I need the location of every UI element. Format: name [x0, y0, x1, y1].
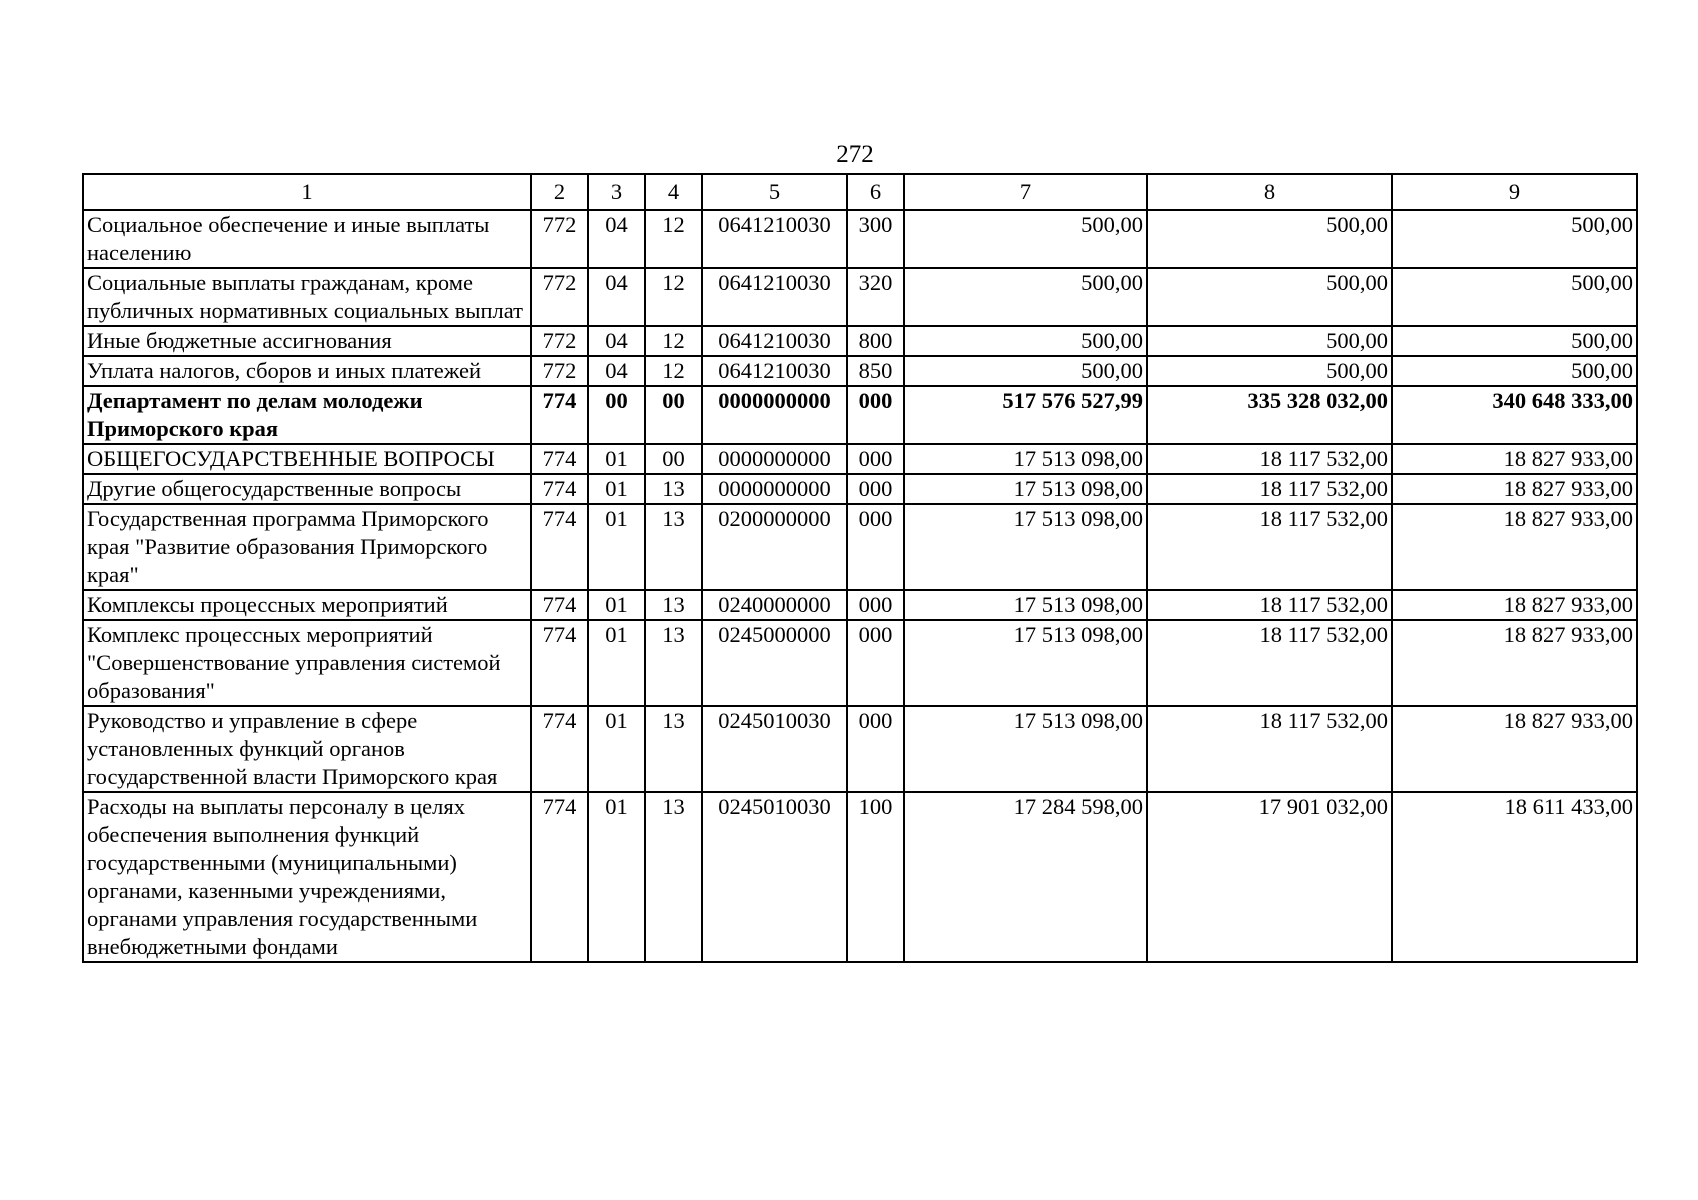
row-amount-cell: 18 827 933,00	[1392, 620, 1637, 706]
row-code-cell: 13	[645, 706, 702, 792]
row-code-cell: 01	[588, 706, 645, 792]
table-row	[83, 210, 1637, 268]
row-amount-cell: 500,00	[1147, 356, 1392, 386]
row-code-cell: 774	[531, 620, 588, 706]
row-code-cell: 13	[645, 620, 702, 706]
table-row	[83, 474, 1637, 504]
row-code-cell: 774	[531, 444, 588, 474]
row-code-cell: 000	[847, 386, 904, 444]
row-amount-cell: 17 284 598,00	[904, 792, 1147, 962]
row-amount-cell: 18 827 933,00	[1392, 444, 1637, 474]
row-amount-cell: 500,00	[904, 326, 1147, 356]
row-code-cell: 12	[645, 326, 702, 356]
row-amount-cell: 17 513 098,00	[904, 620, 1147, 706]
row-code-cell: 774	[531, 792, 588, 962]
row-amount-cell: 500,00	[904, 356, 1147, 386]
row-code-cell: 13	[645, 504, 702, 590]
budget-table	[82, 173, 1638, 963]
header-cell: 6	[847, 174, 904, 210]
table-row	[83, 444, 1637, 474]
page-number: 272	[836, 141, 874, 168]
row-name-cell: Департамент по делам молодежи Приморского края	[83, 386, 531, 444]
row-amount-cell: 18 611 433,00	[1392, 792, 1637, 962]
row-code-cell: 0240000000	[702, 590, 847, 620]
row-name-cell: Комплексы процессных мероприятий	[83, 590, 531, 620]
row-amount-cell: 17 901 032,00	[1147, 792, 1392, 962]
row-code-cell: 0200000000	[702, 504, 847, 590]
row-code-cell: 01	[588, 474, 645, 504]
table-row	[83, 326, 1637, 356]
row-code-cell: 13	[645, 590, 702, 620]
header-cell: 9	[1392, 174, 1637, 210]
row-amount-cell: 500,00	[904, 210, 1147, 268]
row-amount-cell: 18 827 933,00	[1392, 504, 1637, 590]
row-amount-cell: 500,00	[1392, 210, 1637, 268]
row-amount-cell: 500,00	[1392, 268, 1637, 326]
row-code-cell: 774	[531, 706, 588, 792]
row-code-cell: 04	[588, 268, 645, 326]
row-code-cell: 12	[645, 268, 702, 326]
row-amount-cell: 500,00	[1392, 326, 1637, 356]
row-amount-cell: 17 513 098,00	[904, 590, 1147, 620]
row-code-cell: 0641210030	[702, 210, 847, 268]
row-code-cell: 0641210030	[702, 326, 847, 356]
row-amount-cell: 18 117 532,00	[1147, 504, 1392, 590]
row-amount-cell: 500,00	[1147, 268, 1392, 326]
row-amount-cell: 17 513 098,00	[904, 474, 1147, 504]
row-code-cell: 772	[531, 326, 588, 356]
row-code-cell: 0000000000	[702, 444, 847, 474]
row-name-cell: Руководство и управление в сфере установленных функций органов государственной власти Приморского края	[83, 706, 531, 792]
row-code-cell: 04	[588, 210, 645, 268]
table-row	[83, 590, 1637, 620]
row-amount-cell: 18 827 933,00	[1392, 590, 1637, 620]
table-row	[83, 706, 1637, 792]
row-amount-cell: 17 513 098,00	[904, 444, 1147, 474]
row-code-cell: 13	[645, 792, 702, 962]
row-code-cell: 000	[847, 474, 904, 504]
row-code-cell: 800	[847, 326, 904, 356]
header-cell: 8	[1147, 174, 1392, 210]
row-code-cell: 774	[531, 590, 588, 620]
row-name-cell: Другие общегосударственные вопросы	[83, 474, 531, 504]
row-code-cell: 01	[588, 504, 645, 590]
row-code-cell: 774	[531, 504, 588, 590]
row-amount-cell: 17 513 098,00	[904, 706, 1147, 792]
row-name-cell: ОБЩЕГОСУДАРСТВЕННЫЕ ВОПРОСЫ	[83, 444, 531, 474]
table-row	[83, 386, 1637, 444]
header-cell: 5	[702, 174, 847, 210]
row-code-cell: 772	[531, 268, 588, 326]
row-amount-cell: 18 117 532,00	[1147, 444, 1392, 474]
row-code-cell: 0641210030	[702, 268, 847, 326]
row-code-cell: 0000000000	[702, 386, 847, 444]
row-code-cell: 0245010030	[702, 706, 847, 792]
table-row	[83, 792, 1637, 962]
row-code-cell: 772	[531, 210, 588, 268]
row-code-cell: 01	[588, 620, 645, 706]
row-code-cell: 12	[645, 356, 702, 386]
row-code-cell: 04	[588, 356, 645, 386]
row-code-cell: 12	[645, 210, 702, 268]
table-body	[83, 210, 1637, 962]
row-name-cell: Государственная программа Приморского края "Развитие образования Приморского края"	[83, 504, 531, 590]
row-name-cell: Социальное обеспечение и иные выплаты населению	[83, 210, 531, 268]
table-row	[83, 620, 1637, 706]
row-code-cell: 774	[531, 386, 588, 444]
row-amount-cell: 18 117 532,00	[1147, 590, 1392, 620]
row-name-cell: Уплата налогов, сборов и иных платежей	[83, 356, 531, 386]
row-code-cell: 000	[847, 590, 904, 620]
row-code-cell: 01	[588, 444, 645, 474]
row-amount-cell: 18 827 933,00	[1392, 474, 1637, 504]
row-code-cell: 850	[847, 356, 904, 386]
row-code-cell: 01	[588, 792, 645, 962]
row-code-cell: 100	[847, 792, 904, 962]
header-cell: 1	[83, 174, 531, 210]
row-code-cell: 0000000000	[702, 474, 847, 504]
row-name-cell: Расходы на выплаты персоналу в целях обеспечения выполнения функций государственными (муниципальными) органами, казенными учреждениями, органами управления государственными внебюджетными фондами	[83, 792, 531, 962]
table-row	[83, 504, 1637, 590]
table-header-row	[83, 174, 1637, 210]
header-cell: 2	[531, 174, 588, 210]
row-code-cell: 0245000000	[702, 620, 847, 706]
row-code-cell: 000	[847, 444, 904, 474]
row-amount-cell: 335 328 032,00	[1147, 386, 1392, 444]
row-code-cell: 000	[847, 504, 904, 590]
row-amount-cell: 500,00	[1147, 326, 1392, 356]
row-amount-cell: 18 117 532,00	[1147, 474, 1392, 504]
row-amount-cell: 517 576 527,99	[904, 386, 1147, 444]
row-code-cell: 0641210030	[702, 356, 847, 386]
row-amount-cell: 18 827 933,00	[1392, 706, 1637, 792]
header-cell: 3	[588, 174, 645, 210]
row-code-cell: 300	[847, 210, 904, 268]
row-code-cell: 000	[847, 706, 904, 792]
row-name-cell: Комплекс процессных мероприятий "Совершенствование управления системой образования"	[83, 620, 531, 706]
header-cell: 7	[904, 174, 1147, 210]
row-amount-cell: 18 117 532,00	[1147, 706, 1392, 792]
row-amount-cell: 500,00	[1147, 210, 1392, 268]
row-code-cell: 13	[645, 474, 702, 504]
row-amount-cell: 340 648 333,00	[1392, 386, 1637, 444]
row-amount-cell: 17 513 098,00	[904, 504, 1147, 590]
row-name-cell: Социальные выплаты гражданам, кроме публичных нормативных социальных выплат	[83, 268, 531, 326]
header-cell: 4	[645, 174, 702, 210]
row-code-cell: 04	[588, 326, 645, 356]
row-code-cell: 000	[847, 620, 904, 706]
row-code-cell: 00	[588, 386, 645, 444]
row-code-cell: 00	[645, 386, 702, 444]
table-row	[83, 268, 1637, 326]
row-name-cell: Иные бюджетные ассигнования	[83, 326, 531, 356]
row-code-cell: 774	[531, 474, 588, 504]
row-code-cell: 00	[645, 444, 702, 474]
table-row	[83, 356, 1637, 386]
row-amount-cell: 500,00	[1392, 356, 1637, 386]
row-code-cell: 0245010030	[702, 792, 847, 962]
row-code-cell: 772	[531, 356, 588, 386]
row-amount-cell: 18 117 532,00	[1147, 620, 1392, 706]
row-code-cell: 01	[588, 590, 645, 620]
row-code-cell: 320	[847, 268, 904, 326]
row-amount-cell: 500,00	[904, 268, 1147, 326]
